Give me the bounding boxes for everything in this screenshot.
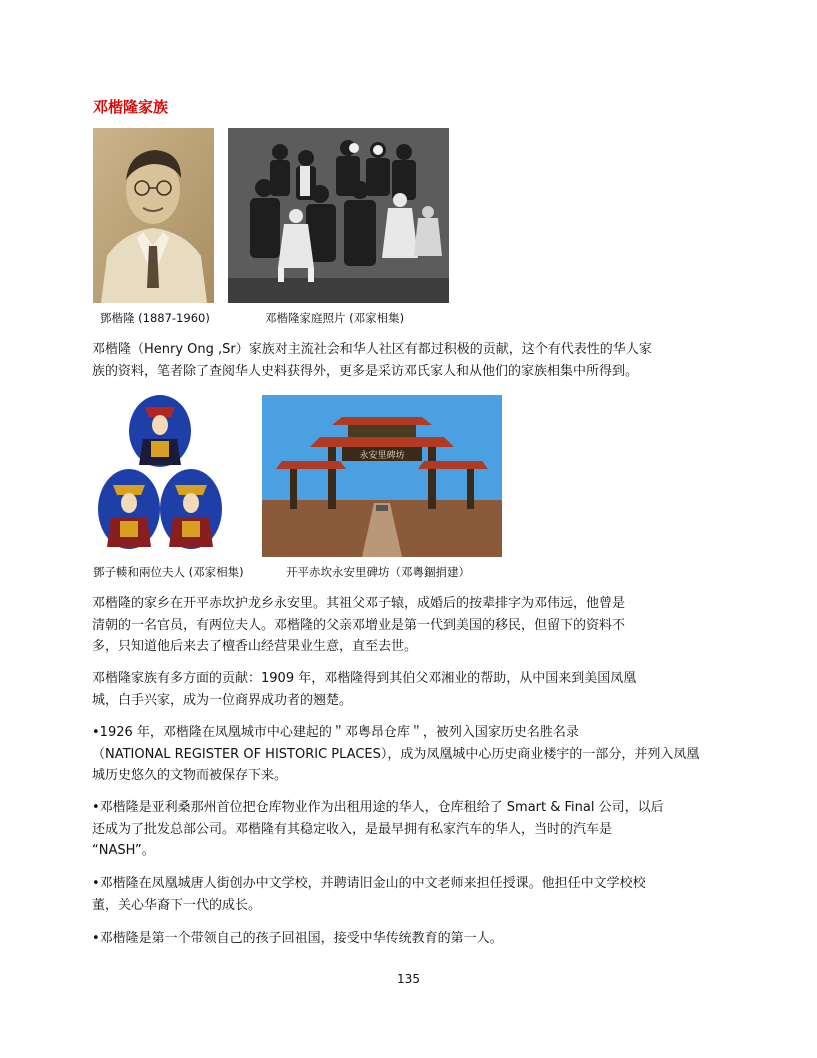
- text-line: 城历史悠久的文物而被保存下来。: [92, 768, 288, 783]
- text-line: “NASH”。: [92, 843, 155, 858]
- text-line: 邓楷隆的家乡在开平赤坎护龙乡永安里。其祖父邓子辕，成婚后的按辈排字为邓伟远，他曾是: [92, 596, 626, 611]
- page-title: 邓楷隆家族: [93, 98, 169, 116]
- text-line: （NATIONAL REGISTER OF HISTORIC PLACES），成为凤凰城中心历史商业楼宇的一部分，并列入凤凰: [92, 746, 700, 762]
- gateway-photo: [262, 395, 502, 557]
- page-number: 135: [397, 972, 420, 986]
- bullet-rental: [92, 797, 732, 862]
- text-line: 多，只知道他后来去了檀香山经营果业生意，直至去世。: [92, 639, 418, 654]
- caption-ancestors: 鄧子輳和兩位夫人 (邓家相集): [93, 565, 244, 579]
- bullet-warehouse: [92, 722, 732, 787]
- caption-gateway: 开平赤坎永安里碑坊（邓粵錮捐建）: [286, 565, 470, 579]
- text-line: 城，白手兴家，成为一位商界成功者的翘楚。: [92, 692, 353, 708]
- text-line: 董，关心华裔下一代的成长。: [92, 897, 262, 913]
- text-line: 邓楷隆家族有多方面的贡献：1909 年，邓楷隆得到其伯父邓湘业的帮助，从中国来到美国凤凰: [92, 671, 637, 686]
- text-line: •邓楷隆是第一个带领自己的孩子回祖国，接受中华传统教育的第一人。: [92, 931, 503, 946]
- paragraph-hometown: [92, 593, 732, 658]
- portrait-photo: [93, 128, 214, 303]
- caption-portrait: 鄧楷隆 (1887-1960): [100, 311, 210, 325]
- paragraph-contributions: [92, 668, 732, 711]
- text-line: •1926 年，邓楷隆在凤凰城市中心建起的＂邓粵昂仓库＂，被列入国家历史名胜名录: [92, 725, 579, 740]
- paragraph-intro: [92, 339, 732, 382]
- ancestors-painting: [93, 393, 227, 557]
- bullet-school: [92, 873, 732, 916]
- gateway-sign-text: 永安里碑坊: [359, 451, 405, 461]
- family-photo: [228, 128, 449, 303]
- bullet-first: [92, 928, 732, 950]
- text-line: •邓楷隆是亚利桑那州首位把仓库物业作为出租用途的华人，仓库租给了 Smart & Final 公司，以后: [92, 800, 664, 815]
- text-line: •邓楷隆在凤凰城唐人街创办中文学校，并聘请旧金山的中文老师来担任授课。他担任中文学校校: [92, 876, 646, 891]
- text-line: 邓楷隆（Henry Ong ,Sr）家族对主流社会和华人社区有都过积极的贡献，这个有代表性的华人家: [92, 342, 652, 357]
- caption-family-photo: 邓楷隆家庭照片 (邓家相集): [265, 311, 405, 325]
- text-line: 清朝的一名官员，有两位夫人。邓楷隆的父亲邓增业是第一代到美国的移民，但留下的资料不: [92, 617, 626, 633]
- text-line: 还成为了批发总部公司。邓楷隆有其稳定收入，是最早拥有私家汽车的华人，当时的汽车是: [92, 821, 613, 837]
- text-line: 族的资料，笔者除了查阅华人史料获得外，更多是采访邓氏家人和从他们的家族相集中所得到。: [92, 363, 639, 379]
